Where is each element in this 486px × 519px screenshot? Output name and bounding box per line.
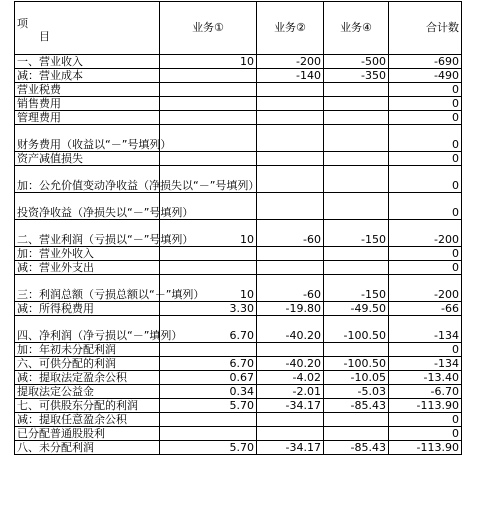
total-value: 0 [389,83,462,97]
row-label: 减：提取任意盈余公积 [15,413,160,427]
table-row [15,427,462,441]
table-body [15,55,462,455]
total-value: -490 [389,69,462,83]
business-4-value [324,343,389,357]
row-label: 八、未分配利润 [15,441,160,455]
business-1-value [160,261,257,275]
row-label: 减：提取法定盈余公积 [15,371,160,385]
total-value: -13.40 [389,371,462,385]
row-label: 减：营业外支出 [15,261,160,275]
business-2-value: -200 [257,55,324,69]
business-1-value: 6.70 [160,357,257,371]
business-2-value: -40.20 [257,357,324,371]
table-row [15,111,462,125]
business-4-value [324,413,389,427]
table-row [15,83,462,97]
business-1-value [160,427,257,441]
table-row [15,316,462,343]
row-label: 投资净收益（净损失以“－”号填列） [15,193,160,220]
total-value: -6.70 [389,385,462,399]
table-row [15,220,462,247]
table-row [15,357,462,371]
row-label: 七、可供股东分配的利润 [15,399,160,413]
business-2-value [257,166,324,193]
item-header-line1: 项 [17,17,28,30]
total-value: -134 [389,357,462,371]
total-value: 0 [389,413,462,427]
business-1-value [160,343,257,357]
business-4-value [324,247,389,261]
total-value: 0 [389,247,462,261]
business-4-value [324,427,389,441]
business-2-value: -40.20 [257,316,324,343]
total-value: -134 [389,316,462,343]
table-row [15,371,462,385]
table-row [15,385,462,399]
business-1-value [160,97,257,111]
business-1-value: 6.70 [160,316,257,343]
business-4-value [324,83,389,97]
business-4-value: -100.50 [324,357,389,371]
business-2-value: -60 [257,275,324,302]
total-value: 0 [389,261,462,275]
table-row [15,125,462,152]
business-4-value: -100.50 [324,316,389,343]
row-label: 减：所得税费用 [15,302,160,316]
business-4-value [324,166,389,193]
total-value: -113.90 [389,441,462,455]
business-1-value [160,413,257,427]
business-2-value [257,247,324,261]
table-row [15,399,462,413]
business-1-value: 10 [160,275,257,302]
business-2-value: -140 [257,69,324,83]
table-header-row [15,2,462,55]
business-4-value [324,261,389,275]
business-4-value: -5.03 [324,385,389,399]
row-label: 三：利润总额（亏损总额以“－”填列） [15,275,160,302]
total-value: -200 [389,220,462,247]
total-value: 0 [389,427,462,441]
business-1-value: 0.67 [160,371,257,385]
business-2-value: -34.17 [257,399,324,413]
business-4-value: -85.43 [324,441,389,455]
total-value: 0 [389,193,462,220]
business-4-value: -150 [324,220,389,247]
row-label: 加：营业外收入 [15,247,160,261]
row-label: 资产减值损失 [15,152,160,166]
business-2-value [257,193,324,220]
total-value: -113.90 [389,399,462,413]
business-4-value [324,152,389,166]
business-1-value: 3.30 [160,302,257,316]
business-2-header: 业务② [257,2,324,55]
business-1-value [160,111,257,125]
table-row [15,247,462,261]
table-row [15,261,462,275]
total-value: 0 [389,125,462,152]
total-value: 0 [389,166,462,193]
business-1-header: 业务① [160,2,257,55]
business-4-value: -150 [324,275,389,302]
table-row [15,441,462,455]
table-row [15,302,462,316]
row-label: 四、净利润（净亏损以“－”填列） [15,316,160,343]
total-value: 0 [389,111,462,125]
business-4-value: -350 [324,69,389,83]
business-1-value: 0.34 [160,385,257,399]
business-2-value: -4.02 [257,371,324,385]
table-row [15,69,462,83]
table-row [15,55,462,69]
business-4-value [324,125,389,152]
business-1-value: 10 [160,55,257,69]
business-4-value: -10.05 [324,371,389,385]
total-value: 0 [389,152,462,166]
business-2-value: -34.17 [257,441,324,455]
table-row [15,413,462,427]
item-column-header [15,2,160,55]
business-4-value [324,111,389,125]
total-value: 0 [389,97,462,111]
table-row [15,97,462,111]
row-label: 六、可供分配的利润 [15,357,160,371]
total-value: 0 [389,343,462,357]
business-1-value [160,125,257,152]
business-1-value [160,69,257,83]
business-2-value: -19.80 [257,302,324,316]
business-4-value [324,97,389,111]
row-label: 营业税费 [15,83,160,97]
row-label: 一、营业收入 [15,55,160,69]
row-label: 加：年初未分配利润 [15,343,160,357]
business-1-value: 10 [160,220,257,247]
profit-distribution-table [14,1,462,455]
business-2-value [257,83,324,97]
total-value: -200 [389,275,462,302]
business-4-value: -85.43 [324,399,389,413]
business-4-value [324,193,389,220]
row-label: 管理费用 [15,111,160,125]
item-header-line2: 目 [39,30,50,43]
business-4-value: -49.50 [324,302,389,316]
row-label: 销售费用 [15,97,160,111]
business-1-value [160,247,257,261]
business-2-value: -60 [257,220,324,247]
row-label: 减：营业成本 [15,69,160,83]
table-row [15,275,462,302]
total-header: 合计数 [389,2,462,55]
row-label: 二、营业利润（亏损以“－”号填列） [15,220,160,247]
business-4-value: -500 [324,55,389,69]
total-value: -690 [389,55,462,69]
table-row [15,166,462,193]
business-2-value [257,152,324,166]
business-1-value [160,83,257,97]
business-2-value [257,343,324,357]
business-2-value [257,413,324,427]
business-2-value [257,427,324,441]
business-2-value [257,97,324,111]
business-1-value [160,152,257,166]
row-label: 已分配普通股股利 [15,427,160,441]
business-1-value: 5.70 [160,399,257,413]
row-label: 提取法定公益金 [15,385,160,399]
business-2-value [257,111,324,125]
total-value: -66 [389,302,462,316]
business-2-value: -2.01 [257,385,324,399]
business-1-value: 5.70 [160,441,257,455]
table-row [15,193,462,220]
business-2-value [257,261,324,275]
table-row [15,152,462,166]
row-label: 加：公允价值变动净收益（净损失以“－”号填列） [15,166,160,193]
business-2-value [257,125,324,152]
row-label: 财务费用（收益以“－”号填列） [15,125,160,152]
table-row [15,343,462,357]
business-4-header: 业务④ [324,2,389,55]
